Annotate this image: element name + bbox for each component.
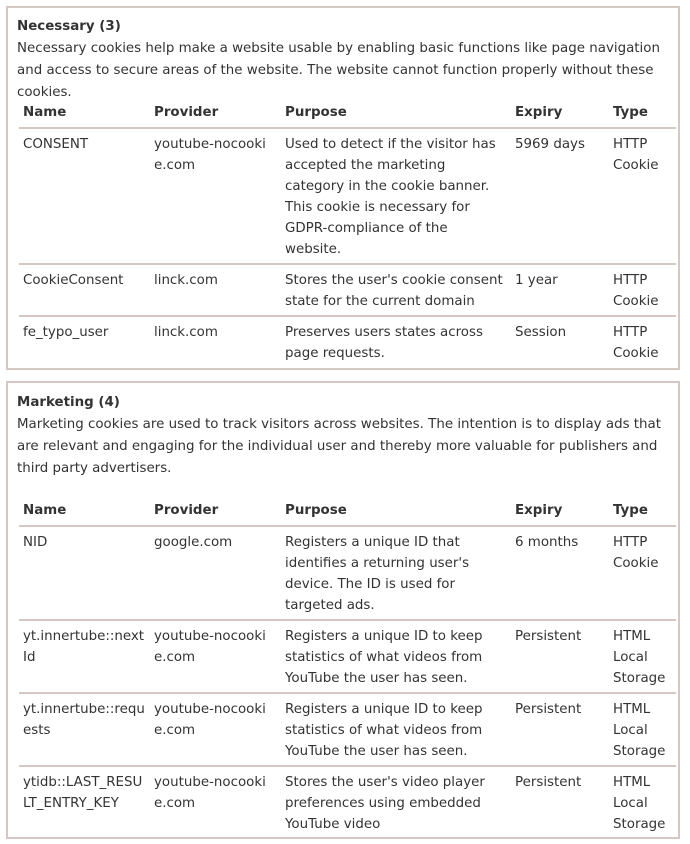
cookie-name: ytidb::LAST_RESULT_ENTRY_KEY xyxy=(23,775,143,811)
cookie-purpose: Used to detect if the visitor has accepted the marketing category in the cookie banner. This cookie is necessary for GDPR-compliance of the website. xyxy=(281,128,511,264)
cookie-provider: youtube-nocookie.com xyxy=(150,128,281,264)
necessary-cookie-table xyxy=(19,97,676,367)
cookie-expiry: 5969 days xyxy=(511,128,609,264)
cookie-name: NID xyxy=(19,526,150,620)
necessary-cookies-panel xyxy=(6,6,680,370)
header-provider: Provider xyxy=(150,495,281,526)
cookie-provider: youtube-nocookie.com xyxy=(150,693,281,766)
necessary-description: Necessary cookies help make a website usable by enabling basic functions like page navigation and access to secure areas of the website. The website cannot function properly without these cookies. xyxy=(17,41,660,100)
cookie-provider: youtube-nocookie.com xyxy=(154,775,266,811)
marketing-title: Marketing (4) xyxy=(17,395,120,410)
table-header-row xyxy=(19,97,676,128)
cookie-expiry: Persistent xyxy=(511,693,609,766)
table-row xyxy=(19,526,676,620)
cookie-type: HTTP Cookie xyxy=(609,128,676,264)
cookie-type: HTTP Cookie xyxy=(609,264,676,316)
cookie-name: CookieConsent xyxy=(19,264,150,316)
cookie-expiry: 6 months xyxy=(511,526,609,620)
header-expiry: Expiry xyxy=(511,495,609,526)
necessary-title: Necessary (3) xyxy=(17,19,121,34)
cookie-name: yt.innertube::nextId xyxy=(19,620,150,693)
table-row xyxy=(19,264,676,316)
cookie-purpose: Preserves users states across page requests. xyxy=(285,325,483,361)
cookie-expiry: Session xyxy=(515,325,567,340)
cookie-purpose: Stores the user's cookie consent state for the current domain xyxy=(281,264,511,316)
cookie-type: HTTP Cookie xyxy=(613,325,659,361)
cookie-expiry: Persistent xyxy=(511,620,609,693)
header-type: Type xyxy=(609,495,676,526)
cookie-purpose: Stores the user's video player preferences using embedded YouTube video xyxy=(285,775,485,832)
cookie-purpose: Registers a unique ID to keep statistics of what videos from YouTube the user has seen. xyxy=(281,693,511,766)
cookie-purpose: Registers a unique ID that identifies a returning user's device. The ID is used for targeted ads. xyxy=(281,526,511,620)
table-row xyxy=(19,128,676,264)
cookie-type: HTTP Cookie xyxy=(609,526,676,620)
cookie-provider: linck.com xyxy=(150,264,281,316)
cookie-provider: linck.com xyxy=(154,325,218,340)
header-expiry: Expiry xyxy=(511,97,609,128)
header-type: Type xyxy=(609,97,676,128)
marketing-cookie-table xyxy=(19,495,676,838)
cookie-purpose: Registers a unique ID to keep statistics of what videos from YouTube the user has seen. xyxy=(281,620,511,693)
cookie-expiry: 1 year xyxy=(511,264,609,316)
cookie-provider: google.com xyxy=(150,526,281,620)
table-row xyxy=(19,316,676,367)
header-name: Name xyxy=(19,495,150,526)
table-row xyxy=(19,693,676,766)
table-header-row xyxy=(19,495,676,526)
marketing-cookies-panel xyxy=(6,381,680,839)
header-name: Name xyxy=(19,97,150,128)
header-provider: Provider xyxy=(150,97,281,128)
cookie-name: CONSENT xyxy=(19,128,150,264)
cookie-provider: youtube-nocookie.com xyxy=(150,620,281,693)
cookie-type: HTML Local Storage xyxy=(609,693,676,766)
header-purpose: Purpose xyxy=(281,495,511,526)
table-row xyxy=(19,766,676,838)
cookie-type: HTML Local Storage xyxy=(613,775,666,832)
cookie-expiry: Persistent xyxy=(515,775,582,790)
cookie-name: yt.innertube::requests xyxy=(19,693,150,766)
cookie-name: fe_typo_user xyxy=(23,325,109,340)
marketing-description: Marketing cookies are used to track visitors across websites. The intention is to display ads that are relevant and engaging for the individual user and thereby more valuable for publishers and third party advertisers. xyxy=(17,417,661,476)
cookie-type: HTML Local Storage xyxy=(609,620,676,693)
header-purpose: Purpose xyxy=(281,97,511,128)
table-row xyxy=(19,620,676,693)
